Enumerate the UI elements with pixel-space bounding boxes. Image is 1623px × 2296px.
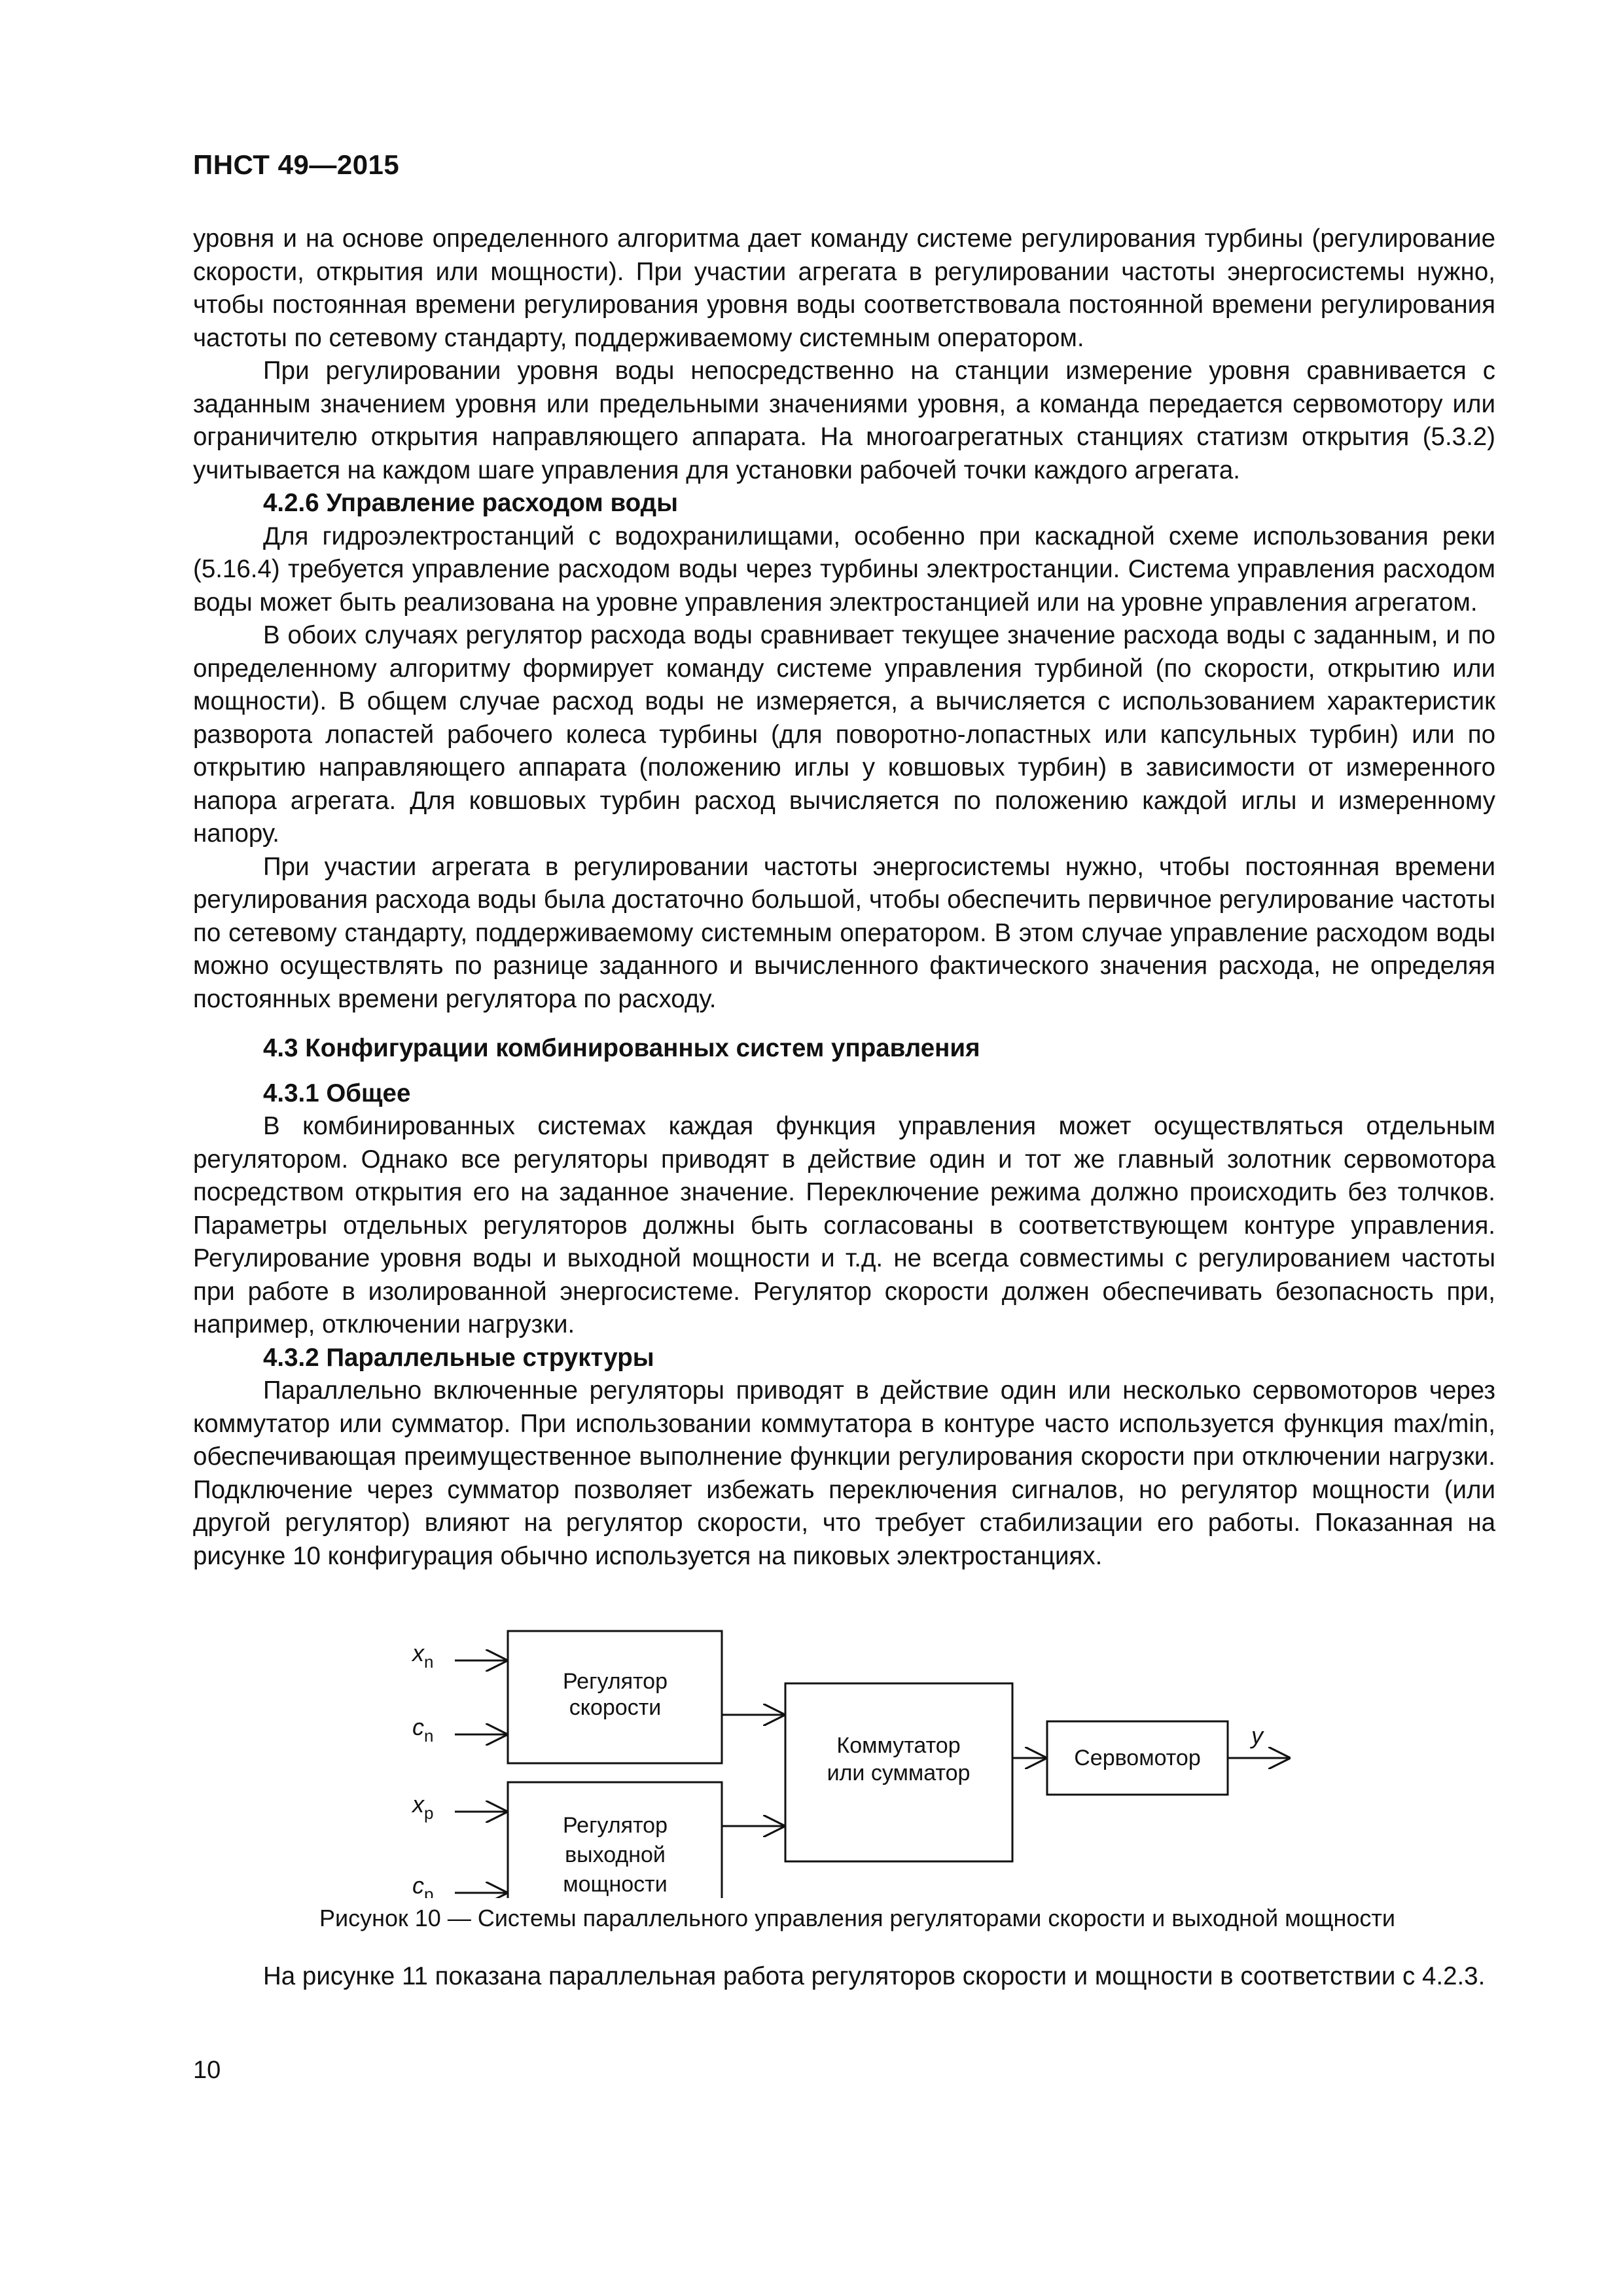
document-body-continued: [193, 1960, 1495, 1994]
input-xn-label: $x_n$: [412, 1640, 434, 1672]
input-cn-label: $c_n$: [412, 1713, 434, 1746]
section-heading-4-2-6: 4.2.6 Управление расходом воды: [263, 489, 678, 517]
figure-caption: Рисунок 10 — Системы параллельного управления регуляторами скорости и выходной мощности: [319, 1905, 1395, 1931]
block-diagram: [393, 1617, 1309, 1898]
speed-regulator-label-1: Регулятор: [562, 1669, 668, 1694]
paragraph: уровня и на основе определенного алгоритма дает команду системе регулирования турбины (регулирование скорости, открытия или мощности). При участии агрегата в регулировании частоты энергосистемы нужно, чтобы постоянная времени регулирования уровня воды соответствовала постоянной времени регулирования частоты по сетевому стандарту, поддерживаемому системным оператором.: [193, 224, 1495, 352]
paragraph: Параллельно включенные регуляторы приводят в действие один или несколько сервомоторов через коммутатор или сумматор. При использовании коммутатора в контуре часто используется функция max/min, обеспечивающая преимущественное выполнение функции регулирования скорости при отключении нагрузки. Подключение через сумматор позволяет избежать переключения сигналов, но регулятор мощности (или другой регулятор) влияют на регулятор скорости, что требует стабилизации его работы. Показанная на рисунке 10 конфигурация обычно используется на пиковых электростанциях.: [193, 1376, 1495, 1570]
output-y-label: y: [1251, 1722, 1263, 1749]
power-regulator-label-2: выходной: [565, 1842, 666, 1867]
paragraph: При регулировании уровня воды непосредственно на станции измерение уровня сравнивается с заданным значением уровня или предельными значениями уровня, а команда передается сервомотору или ограничителю открытия направляющего аппарата. На многоагрегатных станциях статизм открытия (5.3.2) учитывается на каждом шаге управления для установки рабочей точки каждого агрегата.: [193, 357, 1495, 484]
paragraph: На рисунке 11 показана параллельная работа регуляторов скорости и мощности в соответствии с 4.2.3.: [263, 1962, 1486, 1990]
document-header: ПНСТ 49—2015: [193, 149, 400, 180]
section-heading-4-3-2: 4.3.2 Параллельные структуры: [263, 1343, 654, 1372]
paragraph: В обоих случаях регулятор расхода воды сравнивает текущее значение расхода воды с заданным, и по определенному алгоритму формирует команду системе управления турбиной (по скорости, открытию или мощности). В общем случае расход воды не измеряется, а вычисляется с использованием характеристик разворота лопастей рабочего колеса турбины (для поворотно-лопастных или капсульных турбин) или по открытию направляющего аппарата (положению иглы у ковшовых турбин) в зависимости от измеренного напора агрегата. Для ковшовых турбин расход вычисляется по положению каждой иглы и измеренному напору.: [193, 621, 1495, 848]
speed-regulator-label-2: скорости: [569, 1695, 662, 1720]
power-regulator-label-1: Регулятор: [562, 1813, 668, 1838]
switch-label-2: или сумматор: [827, 1761, 971, 1785]
power-regulator-label-3: мощности: [563, 1872, 668, 1897]
switch-label-1: Коммутатор: [836, 1733, 961, 1758]
section-heading-4-3: 4.3 Конфигурации комбинированных систем управления: [263, 1034, 980, 1062]
paragraph: В комбинированных системах каждая функция управления может осуществляться отдельным регулятором. Однако все регуляторы приводят в действие один и тот же главный золотник сервомотора посредством открытия его на заданное значение. Переключение режима должно происходить без толчков. Параметры отдельных регуляторов должны быть согласованы в соответствующем контуре управления. Регулирование уровня воды и выходной мощности и т.д. не всегда совместимы с регулированием частоты при работе в изолированной энергосистеме. Регулятор скорости должен обеспечивать безопасность при, например, отключении нагрузки.: [193, 1112, 1495, 1338]
document-body: [193, 223, 1495, 1573]
input-xp-label: $x_p$: [412, 1791, 434, 1823]
figure-10-diagram: [393, 1617, 1309, 1898]
input-cp-label: $c_p$: [412, 1872, 434, 1898]
servomotor-label: Сервомотор: [1074, 1746, 1201, 1770]
section-heading-4-3-1: 4.3.1 Общее: [263, 1079, 411, 1107]
page-number: 10: [193, 2056, 221, 2084]
paragraph: При участии агрегата в регулировании частоты энергосистемы нужно, чтобы постоянная времени регулирования расхода воды была достаточно большой, чтобы обеспечить первичное регулирование частоты по сетевому стандарту, поддерживаемому системным оператором. В этом случае управление расходом воды можно осуществлять по разнице заданного и вычисленного фактического значения расхода, не определяя постоянных времени регулятора по расходу.: [193, 852, 1495, 1013]
paragraph: Для гидроэлектростанций с водохранилищами, особенно при каскадной схеме использования реки (5.16.4) требуется управление расходом воды через турбины электростанции. Система управления расходом воды может быть реализована на уровне управления электростанцией или на уровне управления агрегатом.: [193, 522, 1495, 617]
